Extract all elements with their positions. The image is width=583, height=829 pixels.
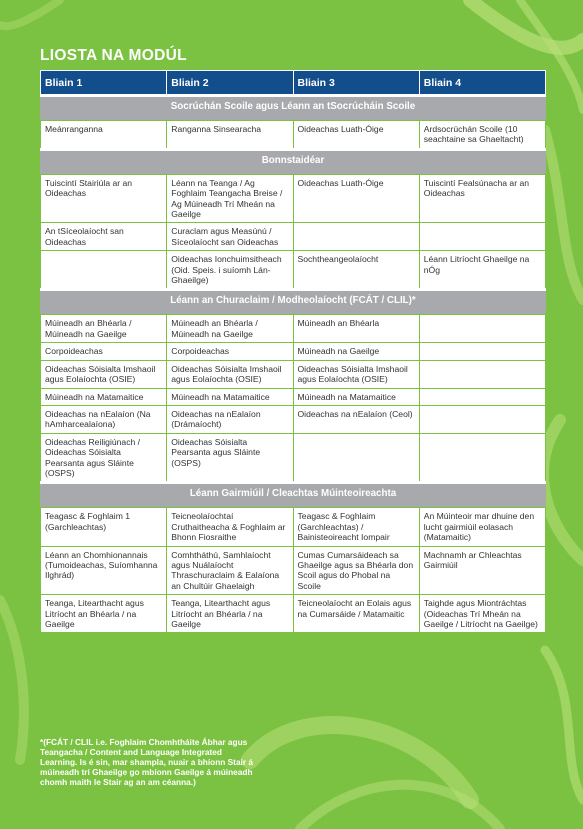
table-cell	[419, 405, 545, 433]
table-cell: Múineadh na Matamaitice	[167, 388, 293, 405]
table-cell: Ardsocrúchán Scoile (10 seachtaine sa Ghaeltacht)	[419, 121, 545, 150]
table-row	[41, 174, 546, 223]
table-cell: Teanga, Litearthacht agus Litríocht an Bhéarla / na Gaeilge	[167, 595, 293, 633]
table-cell: Múineadh an Bhéarla / Múineadh na Gaeilge	[41, 315, 167, 343]
page-title: LIOSTA NA MODÚL	[40, 47, 187, 64]
table-row	[41, 595, 546, 633]
table-row	[41, 315, 546, 343]
table-row	[41, 360, 546, 388]
table-cell: Oideachas Luath-Óige	[293, 174, 419, 223]
table-cell: Corpoideachas	[167, 343, 293, 360]
table-header-row	[41, 71, 546, 96]
table-cell	[419, 388, 545, 405]
table-cell: Múineadh an Bhéarla	[293, 315, 419, 343]
table-cell: Teicneolaíochtaí Cruthaitheacha & Foghlaim ar Bhonn Fiosraithe	[167, 508, 293, 546]
module-list-table	[40, 70, 546, 633]
table-cell: Múineadh na Gaeilge	[293, 343, 419, 360]
section-title: Léann Gairmiúil / Cleachtas Múinteoireachta	[41, 483, 546, 508]
table-cell: Meánranganna	[41, 121, 167, 150]
table-cell: Taighde agus Miontráchtas (Oideachas Trí Mheán na Gaeilge / Litríocht na Gaeilge)	[419, 595, 545, 633]
table-cell: Sochtheangeolaíocht	[293, 251, 419, 290]
table-cell: Oideachas na nEalaíon (Ceol)	[293, 405, 419, 433]
table-cell: Curaclam agus Measúnú / Síceolaíocht san Oideachas	[167, 223, 293, 251]
column-header-year-1: Bliain 1	[41, 71, 167, 96]
table-cell: Corpoideachas	[41, 343, 167, 360]
table-row	[41, 433, 546, 483]
table-row	[41, 388, 546, 405]
table-row	[41, 546, 546, 595]
table-cell: Cumas Cumarsáideach sa Ghaeilge agus sa Bhéarla don Scoil agus do Phobal na Scoile	[293, 546, 419, 595]
table-cell	[419, 223, 545, 251]
table-cell: Oideachas na nEalaíon (Drámaíocht)	[167, 405, 293, 433]
table-cell: Oideachas na nEalaíon (Na hAmharcealaíona)	[41, 405, 167, 433]
section-title: Socrúchán Scoile agus Léann an tSocrúcháin Scoile	[41, 96, 546, 121]
table-cell: Oideachas Sóisialta Pearsanta agus Sláinte (OSPS)	[167, 433, 293, 483]
section-title: Bonnstaidéar	[41, 149, 546, 174]
table-cell: Oideachas Reiligiúnach / Oideachas Sóisialta Pearsanta agus Sláinte (OSPS)	[41, 433, 167, 483]
table-cell	[419, 433, 545, 483]
table-cell: Teagasc & Foghlaim (Garchleachtas) / Bainisteoireacht Iompair	[293, 508, 419, 546]
table-cell: Oideachas Sóisialta Imshaoil agus Eolaíochta (OSIE)	[41, 360, 167, 388]
column-header-year-4: Bliain 4	[419, 71, 545, 96]
table-cell: Oideachas Ionchuimsitheach (Oid. Speis. i suíomh Lán-Ghaeilge)	[167, 251, 293, 290]
table-cell: Múineadh na Matamaitice	[41, 388, 167, 405]
table-row	[41, 223, 546, 251]
table-row	[41, 251, 546, 290]
section-header-row	[41, 96, 546, 121]
table-cell: An Múinteoir mar dhuine den lucht gairmiúil eolasach (Matamaitic)	[419, 508, 545, 546]
footnote: *(FCÁT / CLIL i.e. Foghlaim Chomhtháite Ábhar agus Teangacha / Content and Language Integrated Learning. Is é sin, mar shampla, nuair a bhíonn Stair á múineadh trí Ghaeilge go mbíonn Gaeilge á múineadh chomh maith le Stair ag an am céanna.)	[40, 737, 254, 787]
table-cell	[419, 360, 545, 388]
table-cell: Tuiscintí Stairiúla ar an Oideachas	[41, 174, 167, 223]
table-cell: Oideachas Sóisialta Imshaoil agus Eolaíochta (OSIE)	[167, 360, 293, 388]
table-cell	[41, 251, 167, 290]
table-cell: Teicneolaíocht an Eolais agus na Cumarsáide / Matamaitic	[293, 595, 419, 633]
section-header-row	[41, 290, 546, 315]
table-cell: Oideachas Luath-Óige	[293, 121, 419, 150]
section-header-row	[41, 483, 546, 508]
table-cell: An tSíceolaíocht san Oideachas	[41, 223, 167, 251]
table-cell: Léann Litríocht Ghaeilge na nÓg	[419, 251, 545, 290]
table-cell	[419, 315, 545, 343]
table-row	[41, 508, 546, 546]
table-cell: Tuiscintí Fealsúnacha ar an Oideachas	[419, 174, 545, 223]
column-header-year-3: Bliain 3	[293, 71, 419, 96]
table-cell: Comhtháthú, Samhlaíocht agus Nuálaíocht Thraschuraclaim & Ealaíona an Chultúir Ghaelaigh	[167, 546, 293, 595]
table-cell: Teanga, Litearthacht agus Litríocht an Bhéarla / na Gaeilge	[41, 595, 167, 633]
table-cell	[293, 433, 419, 483]
table-row	[41, 405, 546, 433]
table-cell	[419, 343, 545, 360]
table-cell: Teagasc & Foghlaim 1 (Garchleachtas)	[41, 508, 167, 546]
section-header-row	[41, 149, 546, 174]
section-title: Léann an Churaclaim / Modheolaíocht (FCÁT / CLIL)*	[41, 290, 546, 315]
column-header-year-2: Bliain 2	[167, 71, 293, 96]
table-row	[41, 121, 546, 150]
table-cell: Léann an Chomhionannais (Tumoideachas, Suíomhanna Ilghrád)	[41, 546, 167, 595]
table-cell: Machnamh ar Chleachtas Gairmiúil	[419, 546, 545, 595]
table-row	[41, 343, 546, 360]
table-cell: Léann na Teanga / Ag Foghlaim Teangacha Breise / Ag Múineadh Trí Mheán na Gaeilge	[167, 174, 293, 223]
table-cell	[293, 223, 419, 251]
table-cell: Ranganna Sinsearacha	[167, 121, 293, 150]
table-cell: Múineadh an Bhéarla / Múineadh na Gaeilge	[167, 315, 293, 343]
table-cell: Oideachas Sóisialta Imshaoil agus Eolaíochta (OSIE)	[293, 360, 419, 388]
table-cell: Múineadh na Matamaitice	[293, 388, 419, 405]
